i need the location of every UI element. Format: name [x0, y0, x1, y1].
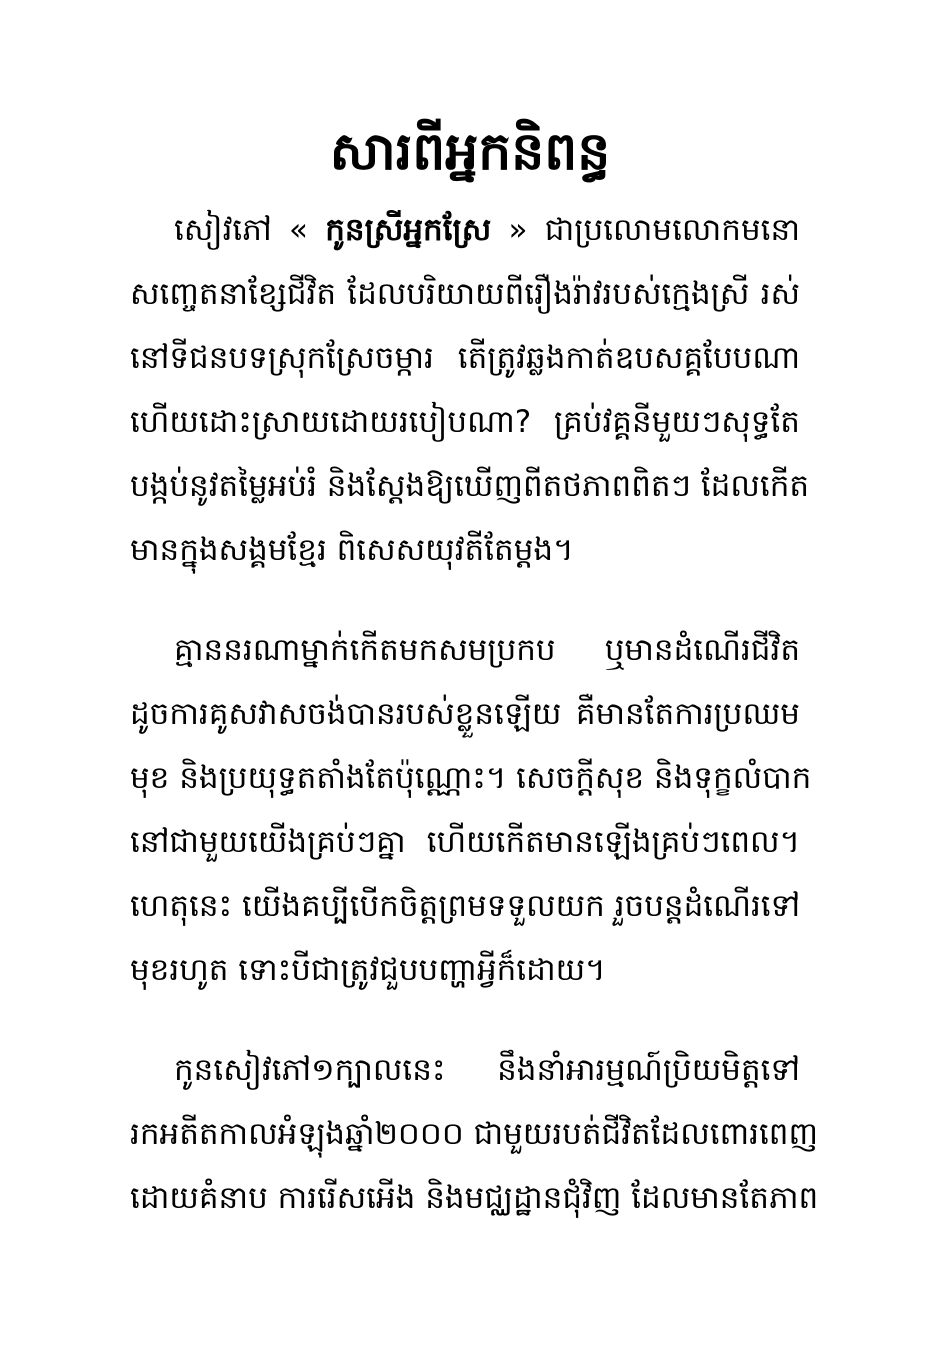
paragraph-3	[130, 1038, 819, 1230]
paragraph-line: នៅជាមួយយើងគ្រប់ៗគ្នា ហើយកើតមានឡើងគ្រប់ៗពេល។	[130, 824, 800, 860]
paragraph-line: គ្មាននរណាម្នាក់កើតមកសមប្រកប ឬមានដំណើរជីវិត	[174, 632, 800, 668]
paragraph-line: ដូចការគូសវាសចង់បានរបស់ខ្លួនឡើយ គឺមានតែការប្រឈម	[130, 696, 800, 732]
paragraph-line: នៅទីជនបទស្រុកស្រែចម្ការ តើត្រូវឆ្លងកាត់ឧបសគ្គបែបណា	[130, 340, 800, 376]
paragraph-line: សញ្ចេតនាខ្សែជីវិត ដែលបរិយាយពីរឿងរ៉ាវរបស់ក្មេងស្រី រស់	[130, 276, 800, 312]
paragraph-line: កូនសៀវភៅ១ក្បាលនេះ នឹងនាំអារម្មណ៍ប្រិយមិត្តទៅ	[174, 1052, 800, 1088]
paragraph-line: មុខ និងប្រយុទ្ធតតាំងតែប៉ុណ្ណោះ។ សេចក្តីសុខ និងទុក្ខលំបាក	[130, 760, 812, 796]
book-title-bold: កូនស្រីអ្នកស្រែ	[325, 212, 492, 248]
paragraph-line: រកអតីតកាលអំឡុងឆ្នាំ២០០០ ជាមួយរបត់ជីវិតដែលពោរពេញ	[130, 1116, 818, 1152]
paragraph-line: ដោយគំនាប ការរើសអើង និងមជ្ឈដ្ឋានជុំវិញ ដែលមានតែភាព	[130, 1180, 819, 1216]
paragraph-line	[130, 198, 800, 262]
paragraph-line: មុខរហូត ទោះបីជាត្រូវជួបបញ្ហាអ្វីក៏ដោយ។	[130, 952, 606, 988]
paragraph-line: បង្កប់នូវតម្លៃអប់រំ និងស្តែងឱ្យឃើញពីតថភាពពិតៗ ដែលកើត	[130, 468, 810, 504]
paragraph-line: ហើយដោះស្រាយដោយរបៀបណា? គ្រប់វគ្គនីមួយៗសុទ្ធតែ	[130, 404, 800, 440]
line-text: សៀវភៅ «	[174, 212, 326, 248]
paragraph-line: ហេតុនេះ យើងគប្បីបើកចិត្តព្រមទទួលយក រួចបន្តដំណើរទៅ	[130, 888, 801, 924]
paragraph-1	[130, 198, 810, 582]
page-title: សារពីអ្នកនិពន្ធ	[329, 122, 611, 182]
paragraph-line: មានក្នុងសង្គមខ្មែរ ពិសេសយុវតីតែម្តង។	[130, 532, 574, 568]
paragraph-2	[130, 618, 812, 1002]
line-text: » ជាប្រលោមលោកមនោ	[491, 212, 800, 248]
